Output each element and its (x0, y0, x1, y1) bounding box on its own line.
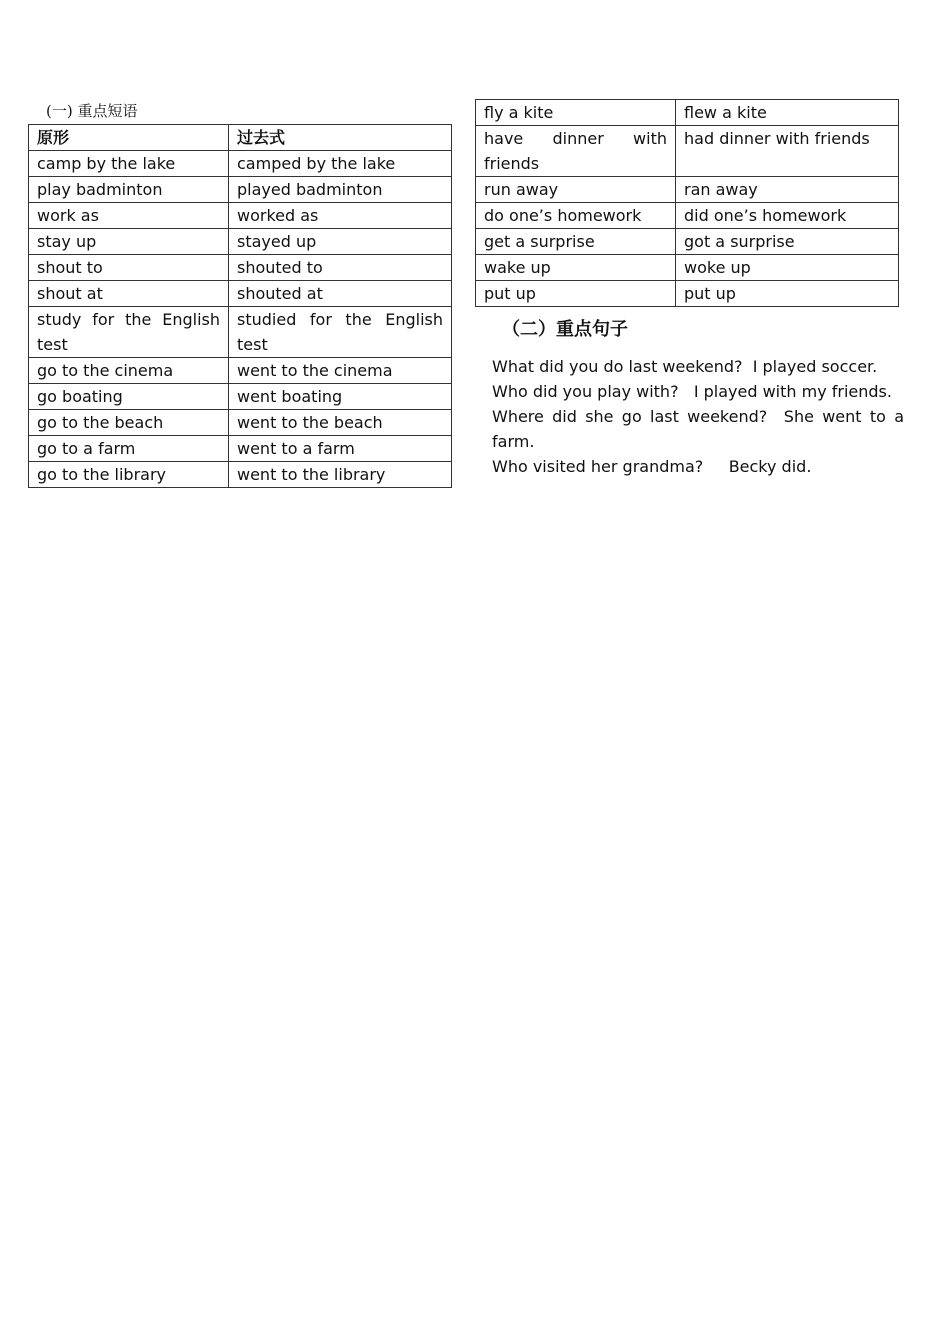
past-form-cell: went to a farm (229, 436, 452, 462)
base-form-cell: go boating (29, 384, 229, 410)
phrases-table-right (475, 99, 899, 307)
header-base-form: 原形 (29, 125, 229, 151)
phrases-table-left (28, 124, 452, 488)
sentence: What did you do last weekend? I played soccer. (492, 357, 878, 376)
table-row (476, 100, 899, 126)
past-form-cell: went to the beach (229, 410, 452, 436)
table-row (476, 229, 899, 255)
phrases-table-right-body (476, 100, 899, 307)
table-row (29, 151, 452, 177)
sentence: Who did you play with? I played with my friends. (492, 382, 892, 401)
past-form-cell: stayed up (229, 229, 452, 255)
base-form-cell: go to a farm (29, 436, 229, 462)
base-form-cell: shout at (29, 281, 229, 307)
table-row (29, 358, 452, 384)
base-form-cell: run away (476, 177, 676, 203)
base-form-cell: get a surprise (476, 229, 676, 255)
table-row (29, 229, 452, 255)
table-header-row (29, 125, 452, 151)
base-form-cell: shout to (29, 255, 229, 281)
past-form-cell: shouted at (229, 281, 452, 307)
key-sentences (492, 354, 910, 479)
past-form-cell: went boating (229, 384, 452, 410)
past-form-cell: ran away (676, 177, 899, 203)
section-1-title: (一) 重点短语 (46, 102, 138, 120)
base-form-cell: work as (29, 203, 229, 229)
base-form-cell: go to the beach (29, 410, 229, 436)
past-form-cell: flew a kite (676, 100, 899, 126)
base-form-cell: stay up (29, 229, 229, 255)
past-form-cell: went to the cinema (229, 358, 452, 384)
past-form-cell: put up (676, 281, 899, 307)
header-past-form: 过去式 (229, 125, 452, 151)
past-form-cell: played badminton (229, 177, 452, 203)
past-form-cell: studied for the English test (229, 307, 452, 358)
past-form-cell: shouted to (229, 255, 452, 281)
table-row (29, 462, 452, 488)
base-form-cell: wake up (476, 255, 676, 281)
table-row (476, 126, 899, 177)
past-form-cell: worked as (229, 203, 452, 229)
base-form-cell: fly a kite (476, 100, 676, 126)
table-row (29, 177, 452, 203)
sentence: Who visited her grandma? Becky did. (492, 457, 812, 476)
base-form-cell: study for the English test (29, 307, 229, 358)
past-form-cell: had dinner with friends (676, 126, 899, 177)
past-form-cell: woke up (676, 255, 899, 281)
table-row (476, 281, 899, 307)
table-row (476, 255, 899, 281)
table-row (29, 436, 452, 462)
base-form-cell: put up (476, 281, 676, 307)
base-form-cell: have dinner with friends (476, 126, 676, 177)
base-form-cell: play badminton (29, 177, 229, 203)
past-form-cell: went to the library (229, 462, 452, 488)
table-row (476, 177, 899, 203)
table-row (476, 203, 899, 229)
base-form-cell: go to the cinema (29, 358, 229, 384)
table-row (29, 410, 452, 436)
table-row (29, 281, 452, 307)
table-row (29, 307, 452, 358)
table-row (29, 384, 452, 410)
table-row (29, 255, 452, 281)
table-row (29, 203, 452, 229)
base-form-cell: camp by the lake (29, 151, 229, 177)
phrases-table-left-body (29, 125, 452, 488)
base-form-cell: go to the library (29, 462, 229, 488)
past-form-cell: got a surprise (676, 229, 899, 255)
section-2-title: （二）重点句子 (502, 319, 628, 340)
base-form-cell: do one’s homework (476, 203, 676, 229)
past-form-cell: camped by the lake (229, 151, 452, 177)
past-form-cell: did one’s homework (676, 203, 899, 229)
sentence: Where did she go last weekend? She went to a farm. (492, 407, 910, 451)
